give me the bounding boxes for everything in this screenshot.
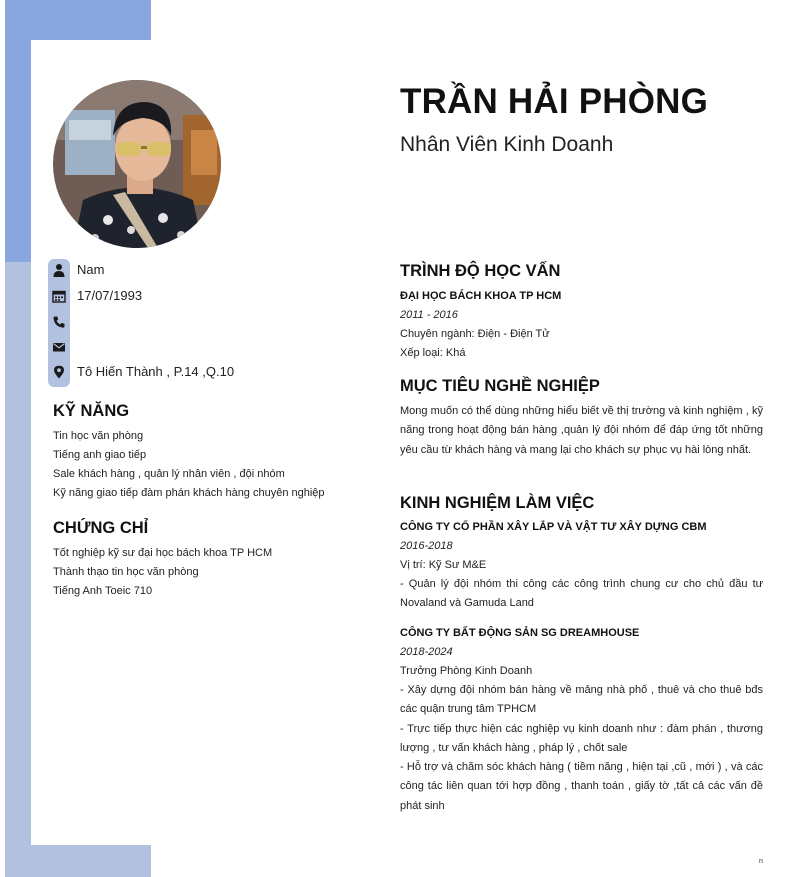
decorative-band-side [5,262,31,877]
education-title: TRÌNH ĐỘ HỌC VẤN [400,262,561,280]
page-number: n [759,858,763,865]
skill-item: Sale khách hàng , quản lý nhân viên , đội nhóm [53,468,285,480]
education-school: ĐẠI HỌC BÁCH KHOA TP HCM [400,290,562,302]
calendar-icon [52,289,66,303]
experience-job-2 [400,624,763,816]
job-detail: - Xây dựng đội nhóm bán hàng về mảng nhà phố , thuê và cho thuê bđs các quận trung tâm TPHCM [400,684,763,716]
contact-email [48,337,308,357]
decorative-band-bottom [5,845,151,877]
experience-title: KINH NGHIỆM LÀM VIỆC [400,494,595,512]
job-role: Trưởng Phòng Kinh Doanh [400,665,533,677]
skills-list [53,427,325,503]
job-period: 2018-2024 [400,646,453,658]
skill-item: Kỹ năng giao tiếp đàm phán khách hàng chuyên nghiệp [53,487,325,499]
objective-title: MỤC TIÊU NGHỀ NGHIỆP [400,377,600,395]
objective-text: Mong muốn có thể dùng những hiểu biết về thị trường và kinh nghiệm , kỹ năng trong hoạt động bán hàng ,quản lý đội nhóm để đáp ứng tốt những yêu cầu từ khách hàng và mang lại cho khách sự phục vụ hài lòng nhất. [400,405,763,456]
education-major: Chuyên ngành: Điện - Điện Tử [400,328,550,340]
certificate-item: Thành thạo tin học văn phòng [53,566,199,578]
education-block [400,287,763,363]
certificate-item: Tốt nghiệp kỹ sư đại học bách khoa TP HCM [53,547,273,559]
certificates-list [53,544,272,601]
location-pin-icon [52,365,66,379]
contact-phone [48,312,308,332]
certificate-item: Tiếng Anh Toeic 710 [53,585,153,597]
email-icon [52,340,66,354]
contact-birthdate-value: 17/07/1993 [77,288,143,303]
job-detail: - Quản lý đội nhóm thi công các công trình chung cư cho chủ đầu tư Novaland và Gamuda Land [400,578,763,610]
skill-item: Tin học văn phòng [53,430,144,442]
job-company: CÔNG TY CỔ PHẦN XÂY LẮP VÀ VẬT TƯ XÂY DỰNG CBM [400,521,707,533]
contact-birthdate [48,286,308,306]
education-period: 2011 - 2016 [400,309,458,321]
contact-gender [48,260,308,280]
education-grade: Xếp loại: Khá [400,347,466,359]
job-detail: - Trực tiếp thực hiện các nghiệp vụ kinh doanh như : đàm phán , thương lượng , tư vấn khách hàng , pháp lý , chốt sale [400,722,763,754]
phone-icon [52,315,66,329]
candidate-name: TRẦN HẢI PHÒNG [400,82,709,121]
skill-item: Tiếng anh giao tiếp [53,449,147,461]
job-company: CÔNG TY BẤT ĐỘNG SẢN SG DREAMHOUSE [400,627,640,639]
certificates-title: CHỨNG CHỈ [53,519,149,537]
profile-photo [53,80,221,248]
job-role: Vị trí: Kỹ Sư M&E [400,559,487,571]
contact-address [48,362,308,382]
job-detail: - Hỗ trợ và chăm sóc khách hàng ( tiềm năng , hiện tại ,cũ , mới ) , và các công tác liên quan tới hợp đồng , thanh toán , giấy tờ ,tất cả các vấn đề phát sinh [400,761,763,812]
job-period: 2016-2018 [400,540,453,552]
candidate-job-title: Nhân Viên Kinh Doanh [400,133,614,156]
person-icon [52,263,66,277]
skills-title: KỸ NĂNG [53,402,130,420]
experience-job-1 [400,518,763,614]
contact-address-value: Tô Hiến Thành , P.14 ,Q.10 [77,364,235,379]
contact-gender-value: Nam [77,262,105,277]
